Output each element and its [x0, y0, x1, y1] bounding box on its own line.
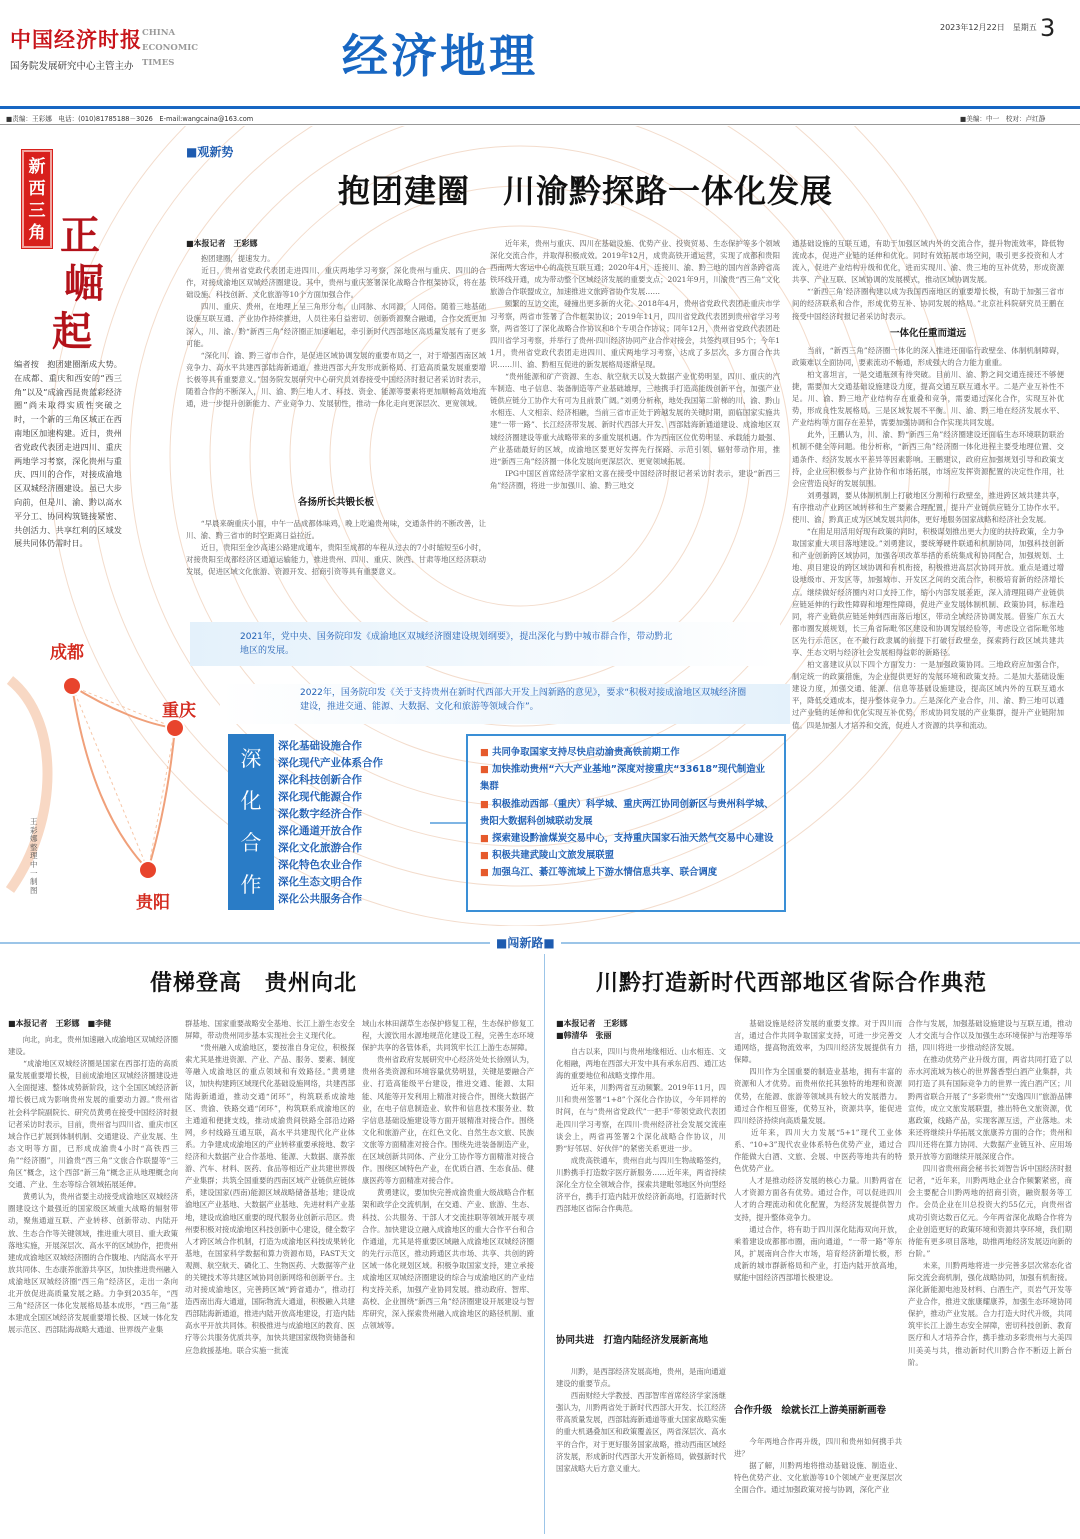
connector-line [430, 822, 466, 824]
masthead [0, 0, 1080, 108]
bottom-right-headline: 川黔打造新时代西部地区省际合作典范 [596, 970, 988, 996]
top-byline: ■本报记者 王彩娜 [186, 239, 258, 248]
sidebar-slogan: 正 崛 起 [52, 212, 104, 355]
designer-strip: ■美编：中一 校对：卢红静 [960, 115, 1046, 123]
top-subhead-1: 各扬所长共锻长板 [297, 497, 374, 508]
bottom-right-column-2b: 今年两地合作再升级，四川和贵州如何携手共进？ 据了解，川黔两地将推动基础设施、制造业、特色优势产业、文化旅游等10个领域产业更深层次全面合作。通过加强政策对接与协调，深化产业 [734, 1437, 902, 1495]
top-column-3: 通基础设施的互联互通，有助于加强区域内外的交流合作，提升物流效率，降低物流成本，促进产业链的延伸和优化。同时有效拓展市场空间，吸引更多投资和人才流入，促进产业结构升级和优化，进而实现川、渝、贵三地的互补优势，形成资源共享、产业互联、区域协调的发展模式，推动区域协调发展。 “‘新西三角’经济圈构建以成为我国西南地区的重要增长极，有助于加强三省市间的经济联系和合作，形成优势互补、协同发展的格局。”北京社科院研究员王鹏在接受中国经济时报记者采访时表示。 一体化任重而道远 当前，“新西三角”经济圈一体化的深入推进还面临行政壁垒、体制机制障碍，政策难以全面协同，要素流动不畅通，形成强大的合力能力重重。 柏文喜坦言，一是交通瓶颈有待突破。目前川、渝、黔之间交通连接还不够便捷，需要加大交通基础设施建设力度，提高交通互联互通水平。二是产业互补性不足。川、渝、黔三地产业结构存在重叠和竞争，需要通过深化合作，实现互补优势，形成良性发展格局。三是区域发展不平衡。川、渝、黔三地在经济发展水平、产业结构等方面存在差异，需要加强协调和合作实现共同发展。 此外，王鹏认为，川、渝、黔“新西三角”经济圈建设还面临生态环境联防联治机制不健全等问题。他分析称，“新西三角”经济圈一体化进程主要受地理位置、交通条件、经济发展水平差异等因素影响。王鹏建议，政府应加强规划引导和政策支持，企业应积极参与产业协作和市场拓展，市场应发挥资源配置的决定性作用，社会应营造良好的发展氛围。 刘勇强调，要从体制机制上打破地区分割和行政壁垒，推进跨区域共建共享，有序推动产业跨区域转移和生产要素合理配置，提升产业链供应链分工协作水平。使川、渝、黔真正成为区域发展共同体，更好地服务国家战略和经济社会发展。 “在用足用活用好现有政策的同时，积极谋划推出更大力度的扶持政策，全力争取国家重大项目落地建设。”刘勇建议，要统筹硬件联通和机制协同，加强科技创新和产业创新跨区域协同，加强各项改革举措的系统集成和协同配合，加强规划、土地、项目建设的跨区域协调和有机衔接，积极推进高层次协同开放。重点是通过增设地级市、开发区等，加强城市、开发区之间的交流合作，积极培育新的经济增长点。继续做好经济圈内对口支持工作，缩小内部发展差距，深入清理阻碍产业链供应链延伸的行政性障碍和地理性障碍，促进产业发展体制机制、政策协同，标准趋同，将产业链供应链延伸到西南落后地区，带动全域经济协调发展。借鉴广东五大都市圈发展规划，长三角省际毗邻区建设和协调发展经验等，考虑设立省际毗邻地区先行示范区，在不破行政隶属的前提下打破行政壁垒，探索跨行政区域共建共享、生态文明与经济社会发展相得益彰的新路径。 柏文喜建议从以下四个方面发力：一是加强政策协同。三地政府应加强合作，制定统一的政策措施，为企业提供更好的发展环境和政策支持。二是加大基础设施建设力度，加强交通、能源、信息等基础设施建设，提高区域内外的互联互通水平，降低交通成本，提升整体竞争力。三是深化产业合作，川、渝、黔三地可以通过产业链的延伸和优化实现互补优势，形成协同发展的产业集群，提升产业链附加值。四是加强人才培养和交流，促进人才资源的共享和流动。 [792, 239, 1064, 730]
deepen-item: 深化公共服务合作 [278, 893, 362, 905]
top-column-1b: “早晨来碗重庆小面，中午一品成都体味鸡，晚上吃遍贵州味，交通条件的不断改善，让川、渝、黔三省市的时空距离日益拉近。 近日，贵阳至金沙高速公路建成通车，贵阳至成都的车程从过去的7小时缩短至6小时，对接贵阳至成都经济区通道运输能力，推进贵州、四川、重庆、陕西、甘肃等地区经济联动发展，促进区域文化旅游、资源开发、招商引资等具有重要意义。 [186, 519, 486, 577]
page-number: 3 [1040, 14, 1056, 42]
divider-label: ■闯新路■ [490, 934, 561, 951]
bottom-right-byline: ■本报记者 王彩娜 ■韩清华 张丽 [556, 1019, 628, 1040]
note-2022: 2022年，国务院印发《关于支持贵州在新时代西部大开发上闯新路的意见》，要求“积极对接成渝地区双城经济圈建设，推进交通、能源、大数据、文化和旅游等领域合作”。 [300, 688, 747, 712]
bottom-left-column-1: 向北，向北，贵州加速融入成渝地区双城经济圈建设。 “成渝地区双城经济圈是国家在西部打造的高质量发展重要增长极，目前成渝地区双城经济圈建设进入全面提速、整体成势新阶段，这个全国区域经济新增长极已成为影响贵州发展的重要动力源。”贵州省社会科学院副院长、研究员黄勇在接受中国经济时报记者采访时表示，目前，贵州省与四川省、重庆市区域合作已扩展到体制机制、交通建设、产业发展、生态文明等方面，已形成成渝贵4小时“高铁西三角”“经济圈”，川渝贵“西三角”文旅合作联盟等“三角区”概念，这个西部“新三角”概念正从地理概念向交通、产业、生态等综合领域拓展延伸。 黄勇认为，贵州省要主动接受成渝地区双城经济圈建设这个最强近的国家级区域重大战略的辐射带动，聚焦通道互联、产业转移、创新带动、内陆开放、生态合作等关键领域，推进重大项目、重大政策落地实施，开展深层次、高水平的区域协作，把贵州建成成渝地区双城经济圈的合作腹地、内陆高水平开放共同体、生态康养旅游共享区，加快推进贵州融入成渝地区双城经济圈“西三角”经济区，走出一条向北开放促进高质量发展之路。力争到2035年，“西三角”经济区一体化发展格局基本成形，“西三角”基本建成全国区域经济发展重要增长极、区域一体化发展示范区、西部陆海战略大通道、世界级产业集 [8, 1035, 178, 1335]
measure-item: ■ 探索建设黔渝煤炭交易中心，支持重庆国家石油天然气交易中心建设 [480, 833, 774, 845]
deepen-label: 深 化 合 作 [228, 734, 274, 910]
deepen-item: 深化数字经济合作 [278, 808, 362, 820]
deepen-item: 深化文化旅游合作 [278, 842, 362, 854]
note-2021: 2021年，党中央、国务院印发《成渝地区双城经济圈建设规划纲要》，提出深化与黔中城市群合作，带动黔北地区的发展。 [240, 632, 673, 656]
top-column-1a: 抱团建圈，提速发力。 近日，贵州省党政代表团走进四川、重庆两地学习考察，深化贵州与重庆、四川的合作，对接成渝地区双城经济圈建设。其中，贵州与重庆签署深化战略合作框架协议，将在基础设施、科技创新、文化旅游等10个方面加强合作。 四川、重庆、贵州，在地理上呈三角形分布，山同脉、水同源，人同俗。随着三地基础设施互联互通、产业协作持续推进，人员往来日益密切、创新资源聚合融通，合作交流更加深入，川、渝、黔“新西三角”经济圈正加速崛起，牵引新时代西部地区高质量发展有了更多可能。 “深化川、渝、黔三省市合作，是促进区域协调发展的重要布局之一，对于增强西南区域竞争力、高水平共建西部陆海新通道、推进西部大开发形成新格局、打造高质量发展重要增长极等具有重要意义。”国务院发展研究中心研究员刘春接受中国经济时报记者采访时表示，随着合作的不断深入，川、渝、黔三地人才、科技、资金、能源等要素将更加顺畅高效地流通，进一步提升创新能力、产业竞争力、发展韧性，推动一体化走向更深层次、更宽领域。 [186, 254, 486, 409]
column-rule-bottom [544, 954, 545, 1534]
top-column-2: 近年来，贵州与重庆、四川在基础设施、优势产业、投资贸易、生态保护等多个领域深化交流合作，并取得积极成效。2019年12月，成贵高铁开通运营，实现了成都和贵阳西南两大客运中心的高铁互联互通；2020年4月，连接川、渝、黔三地的国内首条跨省高铁环线开通，成为带动整个区域经济发展的重要支点；2021年9月，川渝贵“西三角”文化旅游合作联盟成立，加速推进文旅跨省协作发展…… 频繁的互访交流，碰撞出更多新的火花。2018年4月，贵州省党政代表团赴重庆市学习考察，两省市签署了合作框架协议；2019年11月，四川省党政代表团到贵州省学习考察，两省签订了深化战略合作协议和8个专项合作协议；同年12月，贵州省党政代表团赴四川省学习考察，并举行了贵州·四川经济协同产业合作对接会，共签约项目95个；今年11月，贵州省党政代表团走进四川、重庆两地学习考察，达成了多层次、多方面合作共识……川、渝、黔相互促进的新发展格局逐渐呈现。 “贵州能源和矿产资源、生态、航空航天以及大数据产业优势明显，四川、重庆的汽车制造、电子信息、装备制造等产业基础雄厚，三地携手打造高能级创新平台，加强产业链供应链分工协作大有可为且前景广阔。”刘勇分析称，地处我国第二阶梯的川、渝、黔山水相连、人文相亲、经济相融，当前三省市正处于跨越发展的关键时期，面临国家实施共建“一带一路”、长江经济带发展、新时代西部大开发、西部陆海新通道建设、成渝地区双城经济圈建设等重大战略带来的多重发展机遇。作为西南区位优势明显、承载能力最强、产业基础最好的区域，成渝地区要更好发挥先行探路、示范引领、辐射带动作用，推进“新西三角”经济圈一体化发展向更深层次、更宽领域拓展。 IPG中国区首席经济学家柏文喜在接受中国经济时报记者采访时表示，建设“新西三角”经济圈，将进一步加强川、渝、黔三地交 [490, 239, 780, 490]
measure-item: ■ 加强乌江、綦江等流域上下游水情信息共享、联合调度 [480, 867, 718, 879]
bottom-right-column-2a: 基础设施是经济发展的重要支撑。对于四川而言，通过合作共同争取国家支持，可进一步完善交通网络，提高物流效率，为四川经济发展提供有力保障。 四川作为全国重要的制造业基地，拥有丰富的资源和人才优势。而贵州依托其独特的地理和资源优势，在能源、旅游等领域具有较大的发展潜力。通过合作相互借鉴，优势互补，资源共享，能促进四川经济持续向高质量发展。 近年来，四川大力发展“5+1”现代工业体系、“10+3”现代农业体系特色优势产业，通过合作能做大白酒、文旅、会展、中医药等地共有的特色优势产业。 人才是推动经济发展的核心力量。川黔两省在人才资源方面各有优势。通过合作，可以促进四川人才的合理流动和优化配置，为经济发展提供智力支持，提升整体竞争力。 通过合作，将有助于四川深化陆海双向开放，乘着建设成都都市圈，南向通道，“一带一路”等东风，扩展南向合作大市场，培育经济新增长极，形成新的城市群新格局和产业，打造内陆开放高地，赋能中国经济西部增长极建设。 [734, 1019, 902, 1282]
measure-item: ■ 加快推动贵州“六大产业基地”深度对接重庆“33618”现代制造业集群 [480, 764, 766, 793]
deepen-item: 深化科技创新合作 [278, 774, 362, 786]
sidebar-badge: 新 西 三 角 [22, 150, 52, 248]
bottom-right-column-1a: 自古以来，四川与贵州地缘相近、山水相连、文化相融，两地在西部大开发中具有承东启西、通江达海的重要地位和战略支撑作用。 近年来，川黔两省互动频繁。2019年11月，四川和贵州签署“1+8”个深化合作协议，今年同样的时间，在与“贵州省党政代”一把手“带领党政代表团赴四川学习考察，在四川·贵州经济社会发展交流座谈会上，两省再签署2个深化战略合作协议，川黔“好邻居、好伙伴”的紧密关系更进一步。 成贵高铁通车，贵州自此与四川生物战略签约，川黔携手打造数字医疗新服务……近年来，两省持续深化全方位全领域合作，探索共建毗邻地区外向型经济平台，携手打造内陆开放经济新高地，打造新时代西部地区省际合作典范。 [556, 1047, 726, 1214]
city-label-guiyang: 贵阳 [136, 893, 170, 913]
deepen-item: 深化现代能源合作 [278, 791, 362, 803]
deepen-item: 深化生态文明合作 [278, 876, 362, 888]
city-label-chongqing: 重庆 [162, 701, 196, 721]
editor-strip: ■责编：王彩娜 电话：(010)81785188－3026 E-mail:wangcaina@163.com [6, 115, 254, 123]
measure-item: ■ 积极共建武陵山文旅发展联盟 [480, 850, 615, 862]
newspaper-logo: 中国经济时报 [10, 27, 142, 52]
deepen-list [278, 738, 428, 908]
bottom-left-column-3: 域山水林田湖草生态保护修复工程，生态保护修复工程，大渡饮用水源地规范化建设工程，完善生态环境保护共享的各管体系，共同筑牢长江上游生态屏障。 贵州省政府发展研究中心经济处处长徐刚认为，贵州各类资源和环境容量优势明显，关键是要融合产业、打造高能级平台建设，推进交通、能源、太阳能、风能等开发利用上精准对接合作，围绕大数据产业，在电子信息制造业、软件和信息技术服务业、数字信息基础设施建设等方面开展精准对接合作。围绕文化和旅游产业，在红色文化、自然生态文旅、民族文旅等方面精准对接合作。围绕先进装备制造产业，在区域创新共同体、产业分工协作等方面精准对接合作。围绕区域特色产业，在优质白酒、生态食品、健康医药等方面精准对接合作。 黄勇建议，要加快完善成渝贵重大级战略合作框架和政学企交流机制，在交通、产业、旅游、生态、科技、公共服务、干部人才交流挂职等领域开展专项合作。加快建设立融入成渝地区的重大合作平台和合作通道，尤其是将重要区域融入成渝地区双城经济圈的先行示范区，推动跨通区共市场、共享、共创的跨区域一体化规划区域。积极争取国家支持，建立承接成渝地区双城经济圈建设的综合与成渝地区的产业结构支持关系，加强产业协同发展。推动政府、智库、高校、企业围绕“新西三角”经济圈建设开展建设与智库研究，深入探索贵州融入成渝地区的路径机制、重点领域等。 [362, 1019, 534, 1331]
bottom-right-column-3: 合作与发展，加强基础设施建设与互联互通，推动人才交流与合作以及加强生态环境保护与治理等举措，四川将进一步推动经济发展。 在推动优势产业升级方面，两省共同打造了以赤水河流域为核心的世界酱香型白酒产业集群，共同打造了具有国际竞争力的世界一流白酒产区；川黔两省联合开展了“多彩贵州”“安逸四川”旅游品牌宣传，成立文旅发展联盟，推出特色文旅资源，优惠政策，线路产品，实现客源互送，产业落地。未来还将继续升华拓展文旅康养方面的合作；贵州和四川还将在算力协同、大数据产业链互补、应用场景开放等方面继续开展深度合作。 四川省贵州商会秘书长刘智告诉中国经济时报记者，“近年来，川黔两地企业合作频繁紧密，商会主要配合川黔两地的招商引资，融资服务等工作。会员企业在川总投资大约55亿元，向贵州省成功引资达数百亿元。今年两省深化战略合作将为企业创造更好的政策环境和资源共享环境，我们期待能有更多项目落地，助推两地经济发展迈向新的台阶。” 未来，川黔两地将进一步完善多层次常态化省际交流会商机制，强化战略协同，加强有机衔接。深化新能源电池及材料、白酒生产，页岩气开发等产业合作，推进文旅康耀康养，加强生态环境协同保护，推动产业发展。合力打造大时代升级，共同筑牢长江上游生态安全屏障，密切科技创新、教育医疗和人才培养合作，携手推动多彩贵州与大美四川美美与共，推动新时代川黔合作不断迈上新台阶。 [908, 1019, 1072, 1367]
issue-date: 2023年12月22日 星期五 [940, 23, 1037, 32]
sponsor-line: 国务院发展研究中心主管主办 [10, 61, 134, 72]
masthead-rule [0, 106, 1080, 109]
editor-note: 编者按 抱团建圈渐成大势。在成都、重庆和西安的“西三角”以及“成渝西昆贵蓝彩经济圈”尚未取得实质性突破之时，一个新的三角区域正在西南地区加速构建。近日，贵州省党政代表团走进四川、重庆两地学习考察，深化贵州与重庆、四川的合作，对接成渝地区双城经济圈建设。虽已大步向前，但是川、渝、黔以高水平分工、协同构筑链接紧密、共创活力、共享红利的区域发展共同体仍需时日。 [14, 359, 122, 549]
top-headline: 抱团建圈 川渝黔探路一体化发展 [338, 172, 834, 210]
deepen-item: 深化基础设施合作 [278, 740, 362, 752]
section-title: 经济地理 [342, 29, 538, 83]
measure-item: ■ 共同争取国家支持尽快启动渝贵高铁前期工作 [480, 747, 680, 758]
bottom-left-headline: 借梯登高 贵州向北 [150, 970, 358, 996]
measures-box [466, 734, 786, 912]
bottom-left-byline: ■本报记者 王彩娜 ■李健 [8, 1019, 112, 1028]
strip-rule [0, 124, 1080, 125]
bottom-right-column-1b: 川黔，是西部经济发展高地，贵州，是南向通道建设的重要节点。 西南财经大学教授、西部智库首席经济学家汤继强认为，川黔两省处于新时代西部大开发、长江经济带高质量发展，西部陆海新通道等重大国家战略实施的重大机遇叠加区和政策覆盖区，两省深层次、高水平的合作，对于更好服务国家战略，推动西南区域经济发展，形成新时代西部大开发新格局，做强新时代国家战略大后方意义重大。 [556, 1367, 726, 1473]
kicker-observe: ■观新势 [186, 145, 234, 159]
top-subhead-2: 一体化任重而道远 [889, 327, 966, 339]
bottom-right-subhead-1: 协同共进 打造内陆经济发展新高地 [556, 1335, 709, 1346]
english-logo: CHINA ECONOMIC TIMES [142, 28, 198, 68]
bottom-left-column-2: 群基地、国家重要战略安全基地、长江上游生态安全屏障，带动贵州同步基本实现社会主义现代化。 “贵州融入成渝地区，要按准自身定位，积极探索尤其是推进资源、产业、产品、服务、要素、制度等融入成渝地区的重点领域和有效路径。”黄勇建议，加快构建跨区域现代化基础设施网络，共建西部陆海新通道，推动交通“闭环”，构筑联系成渝地区、贵渝、铁路交通“闭环”，构筑联系成渝地区的主通道和便捷支线，推动成渝贵间铁路全部沿边路网，乡村线路互通互联，高水平共建现代化产业体系。力争建成成渝地区的产业转移重要承接地、数字经济和大数据产业合作基地、能源、大数据、康养旅游、汽车、材料、医药、食品等相近产业共建世界级产业集群；共筑全国重要的西南区域产业链供应链体系，建设国家(西南)能源区域战略储备基地；建设成渝地区产业基地、大数据产业基地、先进材料产业基地，建设成渝地区重要的现代服务业创新示范区。贵州要积极对接成渝地区科技创新中心建设，健全数字人才跨区域合作机制，打造为成渝地区科技成果转化基地，在国家科学数据和算力资源布局，FAST天文观测、航空航天、磷化工、生物医药、大数据等产业的关键技术等共建区域协同创新网络和创新平台。主动对接成渝地区，完善跨区域“跨省通办”，推动打造西南出海大通道，国际物流大通道，积极融入共建西部陆海新通道，推进内陆开放高地建设，打造内陆高水平开放共同体。积极推进与成渝地区的教育、医疗等公共服务优质共享，加快共建国家级物资储备和应急救援基地。联合实施一批流 [185, 1019, 355, 1355]
graphic-credit: 王彩娜整理 中一制图 [30, 817, 45, 895]
measure-item: ■ 积极推动西部（重庆）科学城、重庆两江协同创新区与贵州科学城、贵阳大数据科创城联动发展 [480, 798, 774, 827]
deepen-item: 深化特色农业合作 [278, 859, 362, 871]
deepen-item: 深化现代产业体系合作 [278, 757, 383, 769]
city-label-chengdu: 成都 [50, 643, 84, 663]
bottom-right-subhead-2: 合作升级 绘就长江上游美丽新画卷 [734, 1405, 887, 1416]
deepen-item: 深化通道开放合作 [278, 825, 362, 837]
